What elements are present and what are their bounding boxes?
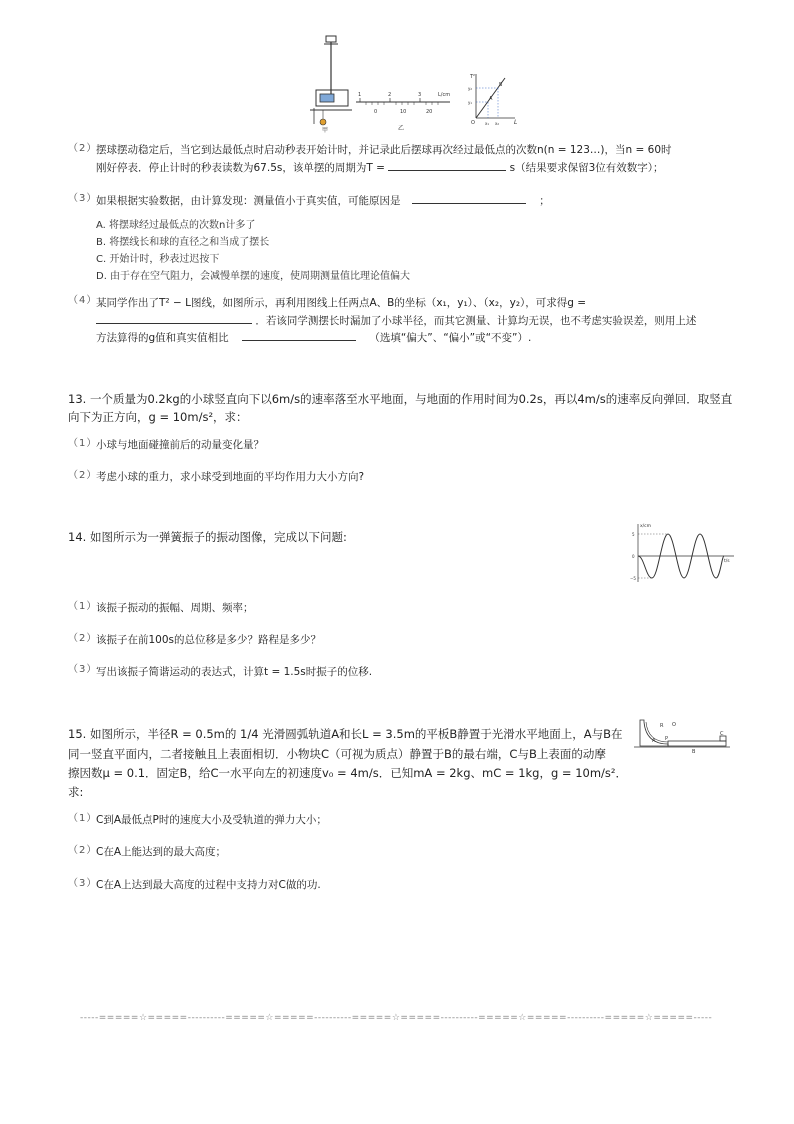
ruler-label-0: 0: [374, 109, 378, 115]
ruler-label-1: 1: [358, 92, 362, 98]
graph-y-label: T²: [470, 74, 476, 80]
ruler-label-20: 20: [426, 109, 433, 115]
footer-divider: -----=====☆=====----------=====☆=====----------=====☆=====----------=====☆=====----------=====☆=====-----: [80, 1013, 713, 1023]
ruler-label-3: 3: [418, 92, 422, 98]
q15-part3-number: （3）: [68, 878, 98, 889]
q14-part1: 该振子振动的振幅、周期、频率；: [96, 602, 254, 614]
q15-line4: 求:: [68, 785, 84, 799]
q14-tick-neg5: −5: [630, 576, 636, 581]
graph-tick-y2: y₂: [468, 86, 472, 91]
graph-tick-x2: x₂: [495, 121, 499, 126]
q15-part2-number: （2）: [68, 845, 98, 856]
top-figure: [300, 30, 525, 134]
q12-part4-line2: [96, 313, 696, 329]
q12-part4-line2-text: ．若该同学测摆长时漏加了小球半径，而其它测量、计算均无误，也不考虑实验误差，则用上述: [255, 315, 697, 327]
q12-part2-line1: 摆球摆动稳定后，当它到达最低点时启动秒表开始计时，并记录此后摆球再次经过最低点的次数n(n = 123…)，当n = 60时: [96, 144, 672, 156]
q12-option-d: D. 由于存在空气阻力，会减慢单摆的速度，使周期测量值比理论值偏大: [96, 271, 411, 282]
pendulum-stand: [310, 36, 352, 125]
caption-yi: 乙: [398, 125, 405, 132]
q13-part1-number: （1）: [68, 438, 98, 449]
q12-option-a: A. 将摆球经过最低点的次数n计多了: [96, 220, 256, 231]
q14-part2: 该振子在前100s的总位移是多少？路程是多少？: [96, 634, 322, 646]
graph-x-label: L: [514, 119, 518, 126]
q15-line2: 同一竖直平面内，二者接触且上表面相切．小物块C（可视为质点）静置于B的最右端，C与B上表面的动摩: [68, 747, 606, 761]
graph-tick-y1: y₁: [468, 100, 472, 105]
q14-tick-5: 5: [632, 532, 635, 537]
graph-origin: O: [471, 120, 475, 126]
q13-part2: 考虑小球的重力，求小球受到地面的平均作用力大小方向?: [96, 471, 365, 483]
q12-part3-end: ；: [539, 195, 550, 207]
q12-part4-line3-a: 方法算得的g值和真实值相比: [96, 332, 229, 344]
q12-g-blank[interactable]: [96, 313, 252, 324]
q15-track-figure: [634, 716, 730, 756]
q15-label-p: P: [665, 736, 669, 742]
q12-option-b: B. 将摆线长和球的直径之和当成了摆长: [96, 237, 270, 248]
q13-part2-number: （2）: [68, 470, 98, 481]
caption-jia: 甲: [322, 127, 329, 134]
q15-label-b: B: [692, 749, 696, 755]
q12-part4-line3: [96, 330, 531, 346]
q14-line1: 14. 如图所示为一弹簧振子的振动图像，完成以下问题:: [68, 530, 347, 544]
q12-part3-text: 如果根据实验数据，由计算发现：测量值小于真实值，可能原因是: [96, 195, 401, 207]
graph-point-b: B: [499, 82, 503, 88]
q12-period-blank[interactable]: [388, 160, 506, 171]
q12-part3-number: （3）: [68, 193, 98, 204]
q13-line2: 向下为正方向，g = 10m/s²，求：: [68, 410, 248, 424]
q12-part2-number: （2）: [68, 143, 98, 154]
q15-part1-number: （1）: [68, 813, 98, 824]
q15-line1: 15. 如图所示，半径R = 0.5m的 1/4 光滑圆弧轨道A和长L = 3.5m的平板B静置于光滑水平地面上，A与B在: [68, 727, 623, 741]
q12-part2-line2-b: s（结果要求保留3位有效数字）；: [509, 162, 664, 174]
q15-label-c: C: [720, 731, 724, 737]
ruler: [356, 98, 450, 105]
q15-label-o: O: [672, 722, 676, 728]
q12-reason-blank[interactable]: [412, 193, 526, 204]
q15-part2: C在A上能达到的最大高度；: [96, 846, 227, 858]
q12-part2-line2: [96, 160, 664, 176]
q15-label-r: R: [660, 723, 664, 729]
q13-line1: 13. 一个质量为0.2kg的小球竖直向下以6m/s的速率落至水平地面，与地面的作用时间为0.2s，再以4m/s的速率反向弹回．取竖直: [68, 392, 733, 406]
q14-graph-x-label: t/s: [724, 559, 730, 564]
q15-part3: C在A上达到最大高度的过程中支持力对C做的功.: [96, 879, 321, 891]
q12-part4-line3-b: （选填“偏大”、“偏小”或“不变”）.: [369, 332, 532, 344]
q15-board-b: [668, 741, 726, 746]
q12-part4-number: （4）: [68, 295, 98, 306]
q14-part3-number: （3）: [68, 664, 98, 675]
q14-part2-number: （2）: [68, 633, 98, 644]
q14-tick-0: 0: [632, 554, 635, 559]
q15-part1: C到A最低点P时的速度大小及受轨道的弹力大小；: [96, 814, 327, 826]
q15-line3: 擦因数μ = 0.1．固定B，给C一水平向左的初速度v₀ = 4m/s．已知mA = 2kg、mC = 1kg，g = 10m/s²．: [68, 766, 628, 780]
q12-part4-line1: 某同学作出了T² − L图线，如图所示，再利用图线上任两点A、B的坐标（x₁，y₁）、（x₂，y₂），可求得g =: [96, 297, 587, 309]
q14-vibration-graph: [630, 520, 736, 586]
q14-graph-y-label: x/cm: [640, 524, 652, 529]
q15-label-a: A: [652, 738, 656, 744]
q12-option-c: C. 开始计时，秒表过迟按下: [96, 254, 220, 265]
t2-l-graph: [476, 74, 515, 118]
graph-point-a: A: [489, 96, 493, 102]
q12-part3-line: [96, 193, 550, 209]
q14-part1-number: （1）: [68, 601, 98, 612]
ruler-label-2: 2: [388, 92, 392, 98]
ruler-unit: L/cm: [438, 92, 451, 98]
q12-part2-line2-a: 刚好停表．停止计时的秒表读数为67.5s，该单摆的周期为T =: [96, 162, 385, 174]
q14-part3: 写出该振子简谐运动的表达式，计算t = 1.5s时振子的位移.: [96, 666, 373, 678]
q12-compare-blank[interactable]: [242, 330, 356, 341]
graph-tick-x1: x₁: [485, 121, 489, 126]
q13-part1: 小球与地面碰撞前后的动量变化量？: [96, 439, 264, 451]
ruler-label-10: 10: [400, 109, 407, 115]
